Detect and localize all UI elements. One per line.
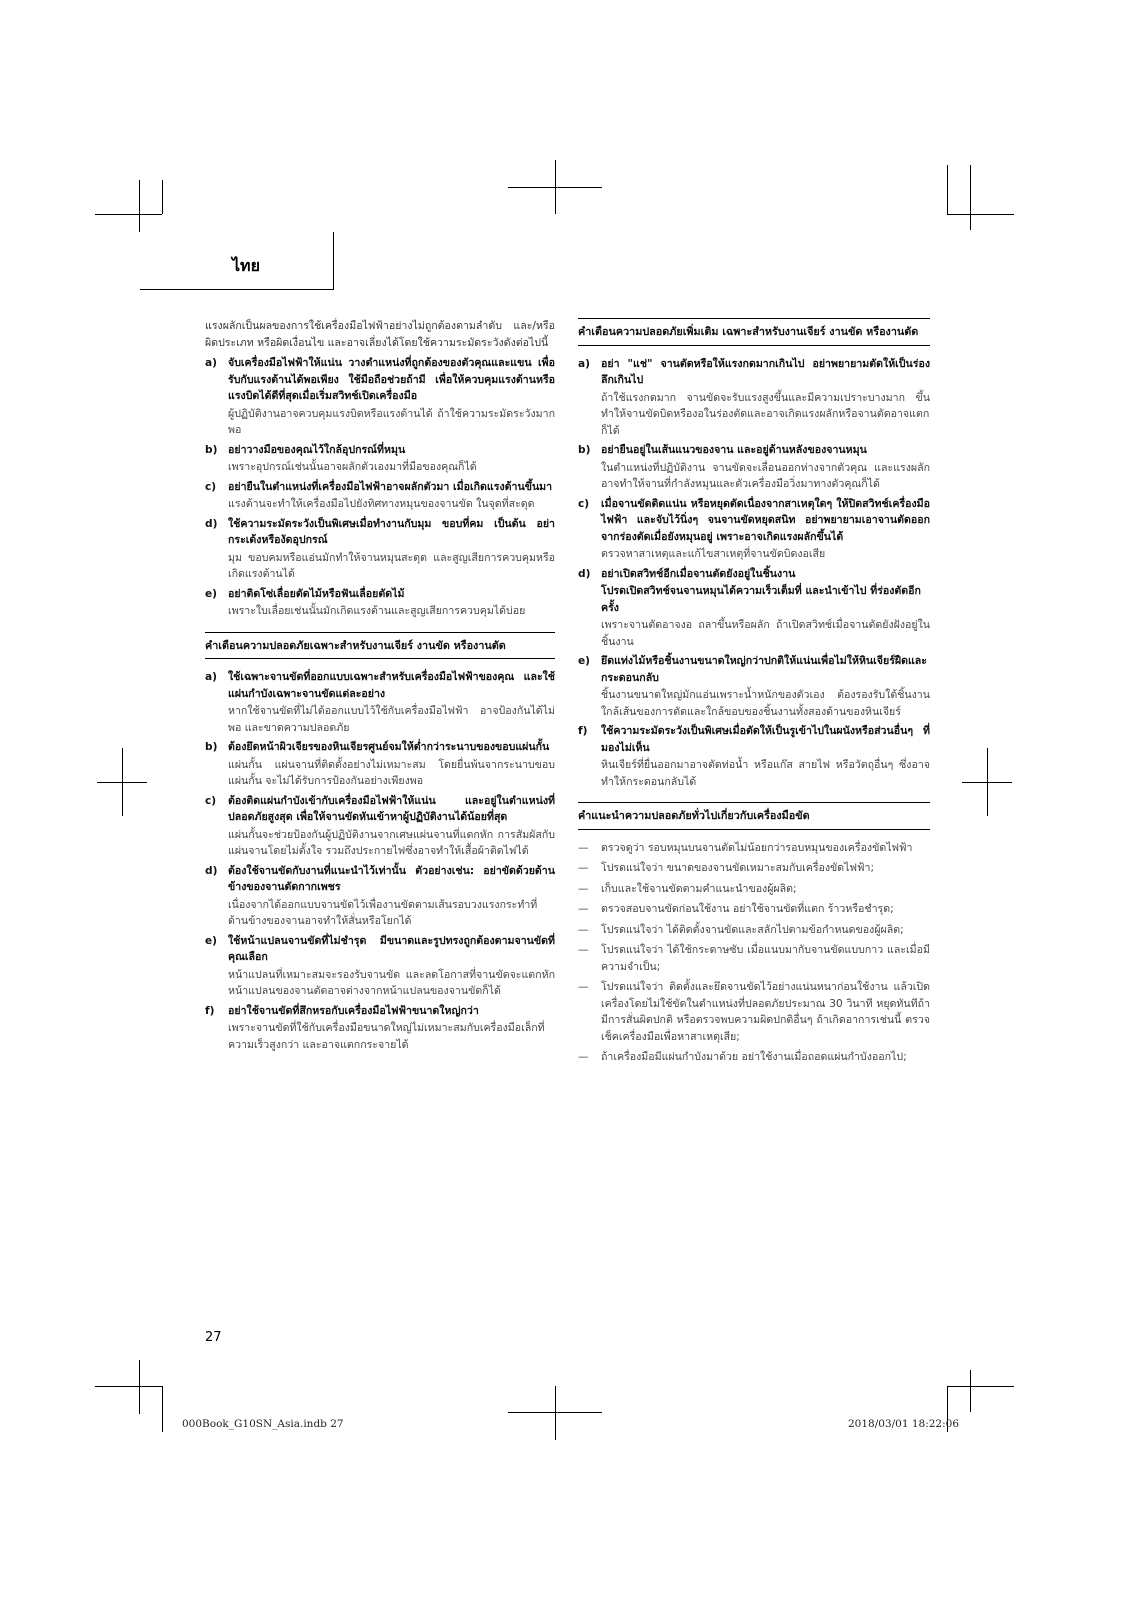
item-title: ต้องยึดหน้าผิวเจียรของหินเจียรศูนย์จมให้ต่ำกว่าระนาบของขอบแผ่นกั้น	[228, 741, 550, 753]
item-body: แรงต้านจะทำให้เครื่องมือไปยังทิศทางหมุนของจานขัด ในจุดที่สะดุด	[228, 498, 535, 510]
crop-mark	[162, 180, 163, 214]
dash-list-item	[578, 901, 930, 918]
item-marker: e)	[578, 655, 591, 667]
item-title: ใช้เฉพาะจานขัดที่ออกแบบเฉพาะสำหรับเครื่องมือไฟฟ้าของคุณ และใช้แผ่นกำบังเฉพาะจานขัดแต่ละอย่าง	[228, 671, 555, 700]
dash-list-item	[578, 1049, 930, 1066]
crop-mark	[162, 1386, 163, 1432]
item-marker: a)	[578, 357, 590, 370]
intro-paragraph: แรงผลักเป็นผลของการใช้เครื่องมือไฟฟ้าอย่างไม่ถูกต้องตามลำดับ และ/หรือผิดประเภท หรือผิดเงื่อนไข และอาจเลี่ยงได้โดยใช้ความระมัดระวังดังต่อไปนี้	[205, 320, 555, 349]
item-body: ชิ้นงานขนาดใหญ่มักแอ่นเพราะน้ำหนักของตัวเอง ต้องรองรับใต้ชิ้นงานใกล้เส้นของการตัดและใกล้ขอบของชิ้นงานทั้งสองด้านของหินเจียร์	[601, 689, 930, 718]
item-body: มุม ขอบคมหรือแอ่นมักทำให้จานหมุนสะดุด และสูญเสียการควบคุมหรือเกิดแรงต้านได้	[228, 551, 555, 580]
dash-marker: —	[578, 944, 589, 956]
crop-mark	[555, 1386, 556, 1440]
item-body: เพราะจานขัดที่ใช้กับเครื่องมือขนาดใหญ่ไม่เหมาะสมกับเครื่องมือเล็กที่ความเร็วสูงกว่า และอาจแตกกระจายได้	[228, 1022, 545, 1051]
crop-mark	[122, 748, 123, 816]
item-marker: b)	[205, 443, 218, 456]
item-marker: c)	[578, 497, 590, 510]
item-marker: e)	[205, 587, 218, 600]
list-item	[205, 442, 555, 476]
dash-marker: —	[578, 862, 589, 874]
item-body: เพราะจานตัดอาจงอ ถลาขึ้นหรือผลัก ถ้าเปิดสวิทช์เมื่อจานตัดยังฝังอยู่ในชิ้นงาน	[601, 619, 930, 648]
list-item	[205, 586, 555, 620]
list-item	[578, 442, 930, 493]
item-body: หินเจียร์ที่ยื่นออกมาอาจตัดท่อน้ำ หรือแก๊ส สายไฟ หรือวัตถุอื่นๆ ซึ่งอาจทำให้กระดอนกลับได้	[601, 759, 930, 788]
dash-marker: —	[578, 882, 589, 895]
dash-item-text: ตรวจดูว่า รอบหมุนบนจานตัดไม่น้อยกว่ารอบหมุนของเครื่องขัดไฟฟ้า	[601, 841, 913, 854]
item-marker: c)	[205, 794, 217, 807]
item-marker: a)	[205, 671, 217, 683]
list-item	[205, 516, 555, 583]
list-item	[578, 723, 930, 790]
item-title: ต้องใช้จานขัดกับงานที่แนะนำไว้เท่านั้น ตัวอย่างเช่น: อย่าขัดด้วยด้านข้างของจานตัดกากเพชร	[228, 864, 555, 893]
item-marker: d)	[205, 517, 218, 530]
crop-mark	[947, 214, 1014, 215]
dash-item-text: โปรดแน่ใจว่า ได้ติดตั้งจานขัดและสลักไปตามข้อกำหนดของผู้ผลิต;	[601, 923, 904, 936]
crop-mark	[95, 1386, 162, 1387]
item-title: อย่ายืนในตำแหน่งที่เครื่องมือไฟฟ้าอาจผลักตัวมา เมื่อเกิดแรงต้านขึ้นมา	[228, 480, 553, 493]
item-title: ยึดแท่งไม้หรือชิ้นงานขนาดใหญ่กว่าปกติให้แน่นเพื่อไม่ให้หินเจียร์ฝืดและกระดอนกลับ	[601, 655, 927, 684]
item-title: เมื่อจานขัดติดแน่น หรือหยุดตัดเนื่องจากสาเหตุใดๆ ให้ปิดสวิทช์เครื่องมือไฟฟ้า และจับไว้นิ่งๆ จนจานขัดหยุดสนิท อย่าพยายามเอาจานตัดออกจากร่องตัดเมื่อยังหมุนอยู่ เพราะอาจเกิดแรงผลักขึ้นได้	[601, 497, 930, 543]
crop-mark	[139, 1360, 140, 1414]
list-item	[205, 793, 555, 860]
item-marker: d)	[205, 864, 218, 877]
item-title: อย่าติดโซ่เลื่อยตัดไม้หรือฟันเลื่อยตัดไม้	[228, 587, 405, 600]
dash-marker: —	[578, 841, 589, 854]
dash-list-item	[578, 860, 930, 877]
dash-list-item	[578, 840, 930, 857]
crop-mark	[947, 165, 948, 214]
list-item	[205, 1003, 555, 1054]
item-title: จับเครื่องมือไฟฟ้าให้แน่น วางตำแหน่งที่ถูกต้องของตัวคุณและแขน เพื่อรับกับแรงต้านได้พอเพียง ใช้มือถือช่วยถ้ามี เพื่อให้ควบคุมแรงต้านหรือแรงบิดได้ดีที่สุดเมื่อเริ่มสวิทช์เปิดเครื่องมือ	[228, 357, 555, 402]
item-body: แผ่นกั้น แผ่นจานที่ติดตั้งอย่างไม่เหมาะสม โดยยื่นพ้นจากระนาบขอบแผ่นกั้น จะไม่ได้รับการป้องกันอย่างเพียงพอ	[228, 758, 555, 787]
list-item	[205, 863, 555, 930]
list-item	[578, 496, 930, 563]
section-heading: คำแนะนำความปลอดภัยทั่วไปเกี่ยวกับเครื่องมือขัด	[578, 802, 930, 830]
item-body: ผู้ปฏิบัติงานอาจควบคุมแรงบิดหรือแรงต้านได้ ถ้าใช้ความระมัดระวังมากพอ	[228, 407, 555, 436]
section-heading: คำเตือนความปลอดภัยเฉพาะสำหรับงานเจียร์ งานขัด หรืองานตัด	[205, 632, 555, 660]
crop-mark	[970, 165, 971, 230]
dash-list-item	[578, 942, 930, 975]
dash-item-text: เก็บและใช้จานขัดตามคำแนะนำของผู้ผลิต;	[601, 882, 797, 895]
dash-item-text: โปรดแน่ใจว่า ติดตั้งและยึดจานขัดไว้อย่างแน่นหนาก่อนใช้งาน แล้วเปิดเครื่องโดยไม่ใช้ขัดในตำแหน่งที่ปลอดภัยประมาณ 30 วินาที หยุดทันทีถ้ามีการสั่นผิดปกติ หรือตรวจพบความผิดปกติอื่นๆ ถ้าเกิดอาการเช่นนี้ ตรวจเช็คเครื่องมือเพื่อหาสาเหตุเสีย;	[601, 981, 930, 1043]
footer-timestamp: 2018/03/01 18:22:06	[848, 1418, 960, 1430]
item-marker: a)	[205, 357, 217, 369]
crop-mark	[970, 1370, 971, 1412]
item-marker: f)	[205, 1004, 215, 1017]
footer-file-name: 000Book_G10SN_Asia.indb 27	[182, 1418, 344, 1430]
item-body: แผ่นกั้นจะช่วยป้องกันผู้ปฏิบัติงานจากเศษแผ่นจานที่แตกหัก การสัมผัสกับแผ่นจานโดยไม่ตั้งใจ รวมถึงประกายไฟซึ่งอาจทำให้เสื้อผ้าติดไฟได้	[228, 828, 555, 857]
list-item	[205, 739, 555, 790]
dash-item-text: ถ้าเครื่องมือมีแผ่นกำบังมาด้วย อย่าใช้งานเมื่อถอดแผ่นกำบังออกไป;	[601, 1051, 907, 1063]
item-marker: c)	[205, 480, 217, 493]
item-subtitle: โปรดเปิดสวิทช์จนจานหมุนได้ความเร็วเต็มที่ และนำเข้าไป ที่ร่องตัดอีกครั้ง	[601, 585, 921, 614]
item-title: อย่า "แช่" จานตัดหรือให้แรงกดมากเกินไป อย่าพยายามตัดให้เป็นร่องลึกเกินไป	[601, 357, 930, 386]
item-marker: e)	[205, 934, 218, 947]
section-heading: คำเตือนความปลอดภัยเพิ่มเติม เฉพาะสำหรับงานเจียร์ งานขัด หรืองานตัด	[578, 318, 930, 346]
left-column	[205, 318, 555, 1056]
list-item	[578, 356, 930, 440]
item-body: เพราะใบเลื่อยเช่นนั้นมักเกิดแรงต้านและสูญเสียการควบคุมได้บ่อย	[228, 605, 526, 617]
list-item	[578, 566, 930, 651]
dash-marker: —	[578, 981, 589, 993]
dash-item-text: โปรดแน่ใจว่า ได้ใช้กระดาษซับ เมื่อแนบมากับจานขัดแบบกาว และเมื่อมีความจำเป็น;	[601, 944, 930, 973]
crop-mark	[139, 180, 140, 232]
dash-marker: —	[578, 923, 589, 936]
dash-list-item	[578, 922, 930, 939]
item-marker: d)	[578, 567, 591, 580]
item-body: ในตำแหน่งที่ปฏิบัติงาน จานขัดจะเลื่อนออกห่างจากตัวคุณ และแรงผลักอาจทำให้จานที่กำลังหมุนและตัวเครื่องมือวิ่งมาทางตัวคุณก็ได้	[601, 461, 930, 490]
item-body: หากใช้จานขัดที่ไม่ได้ออกแบบไว้ใช้กับเครื่องมือไฟฟ้า อาจป้องกันได้ไม่พอ และขาดความปลอดภัย	[228, 705, 555, 734]
item-title: ใช้หน้าแปลนจานขัดที่ไม่ชำรุด มีขนาดและรูปทรงถูกต้องตามจานขัดที่คุณเลือก	[228, 934, 555, 963]
item-body: เพราะอุปกรณ์เช่นนั้นอาจผลักตัวเองมาที่มือของคุณก็ได้	[228, 461, 477, 473]
crop-mark	[947, 1386, 1014, 1387]
item-title: ต้องติดแผ่นกำบังเข้ากับเครื่องมือไฟฟ้าให้แน่น และอยู่ในตำแหน่งที่ปลอดภัยสูงสุด เพื่อให้จานขัดหันเข้าหาผู้ปฏิบัติงานได้น้อยที่สุด	[228, 794, 555, 823]
dash-marker: —	[578, 1051, 589, 1063]
item-marker: b)	[578, 444, 591, 456]
item-title: ใช้ความระมัดระวังเป็นพิเศษเมื่อตัดให้เป็นรูเข้าไปในผนังหรือส่วนอื่นๆ ที่มองไม่เห็น	[601, 725, 930, 754]
item-body: ถ้าใช้แรงกดมาก จานขัดจะรับแรงสูงขึ้นและมีความเปราะบางมาก ขึ้น ทำให้จานขัดบิดหรืองอในร่องตัดและอาจเกิดแรงผลักหรือจานตัดอาจแตกก็ได้	[601, 391, 930, 437]
list-item	[205, 933, 555, 1000]
item-title: อย่าเปิดสวิทช์อีกเมื่อจานตัดยังอยู่ในชิ้นงาน	[601, 567, 796, 580]
item-body: เนื่องจากได้ออกแบบจานขัดไว้เพื่องานขัดตามเส้นรอบวงแรงกระทำที่ด้านข้างของจานอาจทำให้สั่นหรือโยกได้	[228, 898, 538, 927]
crop-mark	[95, 214, 162, 215]
item-marker: f)	[578, 725, 588, 737]
dash-item-text: โปรดแน่ใจว่า ขนาดของจานขัดเหมาะสมกับเครื่องขัดไฟฟ้า;	[601, 862, 875, 874]
list-item	[205, 479, 555, 513]
dash-list-item	[578, 979, 930, 1045]
list-item	[578, 653, 930, 720]
item-title: ใช้ความระมัดระวังเป็นพิเศษเมื่อทำงานกับมุม ขอบที่คม เป็นต้น อย่ากระเด้งหรืองัดอุปกรณ์	[228, 517, 555, 546]
list-item	[205, 355, 555, 439]
right-column	[578, 318, 930, 1070]
dash-marker: —	[578, 903, 589, 915]
crop-mark	[555, 160, 556, 214]
item-title: อย่ายืนอยู่ในเส้นแนวของจาน และอยู่ด้านหลังของจานหมุน	[601, 444, 867, 456]
item-title: อย่าวางมือของคุณไว้ใกล้อุปกรณ์ที่หมุน	[228, 443, 406, 456]
item-title: อย่าใช้จานขัดที่สึกหรอกับเครื่องมือไฟฟ้าขนาดใหญ่กว่า	[228, 1004, 479, 1017]
item-body: ตรวจหาสาเหตุและแก้ไขสาเหตุที่จานขัดบิดงอเสีย	[601, 548, 826, 560]
dash-list-item	[578, 881, 930, 898]
item-marker: b)	[205, 741, 218, 753]
dash-item-text: ตรวจสอบจานขัดก่อนใช้งาน อย่าใช้จานขัดที่แตก ร้าวหรือชำรุด;	[601, 903, 894, 915]
crop-mark	[987, 748, 988, 816]
list-item	[205, 669, 555, 736]
page-number: 27	[205, 1330, 222, 1345]
language-label: ไทย	[232, 256, 260, 275]
item-body: หน้าแปลนที่เหมาะสมจะรองรับจานขัด และลดโอกาสที่จานขัดจะแตกหัก หน้าแปลนของจานตัดอาจต่างจากหน้าแปลนของจานขัดก็ได้	[228, 968, 555, 997]
